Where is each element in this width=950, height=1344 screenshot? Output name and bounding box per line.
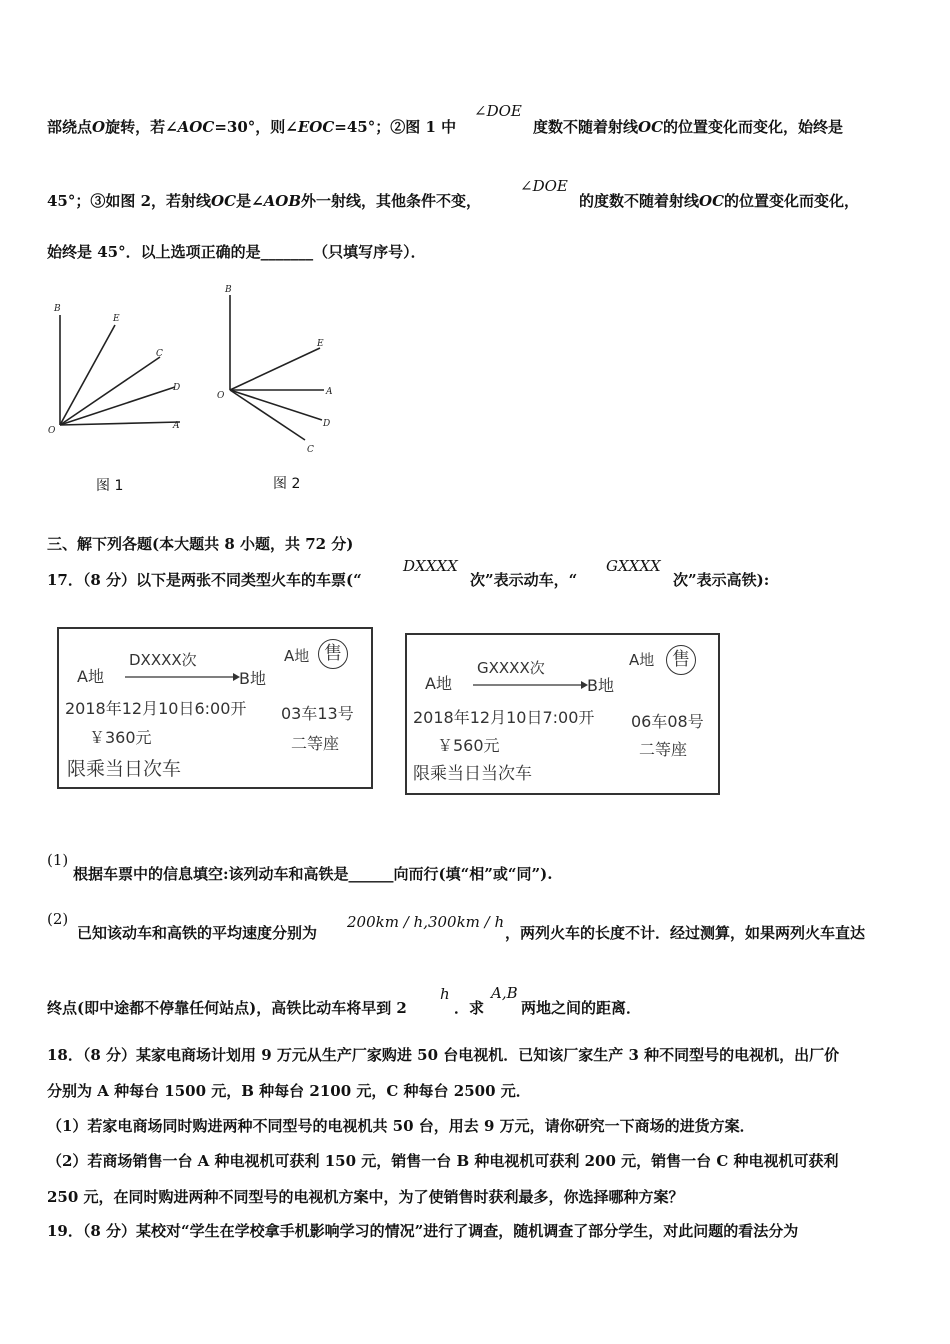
text-line-1: 部绕点O旋转，若∠AOC=30°，则∠EOC=45°；②图 1 中 [47, 118, 457, 136]
label-c: C [307, 445, 314, 455]
figure-1 [40, 295, 210, 440]
q17-2-text-tail: ，两列火车的长度不计．经过测算，如果两列火车直达 [505, 924, 866, 942]
label-d: D [323, 419, 331, 429]
figure-1-caption: 图 1 [96, 478, 124, 494]
ticket-note: 限乘当日当次车 [413, 764, 532, 784]
ticket-arrow [125, 672, 240, 682]
ticket-sell-stamp: 售 [318, 639, 348, 669]
label-d: D [173, 383, 181, 393]
label-b: B [225, 285, 232, 295]
ticket-gaotie [405, 633, 720, 795]
label-c: C [156, 349, 163, 359]
q17-2-number: (2) [47, 910, 69, 928]
ticket-dongche [57, 627, 373, 789]
text-line-1-tail: 度数不随着射线OC的位置变化而变化，始终是 [533, 118, 844, 136]
text-line-2: 45°；③如图 2，若射线OC是∠AOB外一射线，其他条件不变， [47, 192, 482, 210]
q18-part-2-line-1: （2）若商场销售一台 A 种电视机可获利 150 元，销售一台 B 种电视机可获利 200 元，销售一台 C 种电视机可获利 [47, 1152, 839, 1170]
speeds-expression: 200km / h,300km / h [347, 913, 505, 931]
ticket-train: GXXXX次 [477, 659, 545, 677]
label-e: E [317, 339, 324, 349]
dxxxx-expression: DXXXX [403, 557, 458, 575]
label-o: O [48, 426, 56, 436]
ticket-to: B地 [239, 669, 266, 688]
ray-oc [60, 357, 160, 425]
ticket-price: ￥360元 [89, 728, 152, 747]
text-line-3: 始终是 45°．以上选项正确的是_______（只填写序号）． [47, 243, 426, 261]
figure-2-caption: 图 2 [273, 476, 301, 492]
q17-2-line2-mid: ．求 [454, 999, 485, 1017]
q17-intro-mid: 次”表示动车，“ [470, 571, 578, 589]
figure-2 [210, 280, 350, 460]
ticket-seat-class: 二等座 [639, 740, 688, 759]
ticket-train: DXXXX次 [129, 651, 197, 669]
ticket-seat-no: 06车08号 [631, 712, 704, 731]
ab-expression: A,B [491, 984, 518, 1002]
q17-1-text: 根据车票中的信息填空:该列动车和高铁是______向而行(填“相”或“同”). [73, 865, 553, 883]
q18-line-1: 18．（8 分）某家电商场计划用 9 万元从生产厂家购进 50 台电视机．已知该厂家生产 3 种不同型号的电视机，出厂价 [47, 1046, 840, 1064]
label-e: E [113, 314, 120, 324]
doe-expression-1: ∠DOE [474, 102, 522, 120]
ticket-from: A地 [77, 667, 104, 686]
ray-oe [230, 348, 320, 390]
q17-2-text: 已知该动车和高铁的平均速度分别为 [77, 924, 318, 942]
ticket-station: A地 [629, 651, 655, 669]
ticket-from: A地 [425, 674, 452, 693]
ticket-to: B地 [587, 676, 614, 695]
ray-oa [60, 422, 180, 425]
q17-intro-tail: 次”表示高铁): [673, 571, 770, 589]
q17-1-number: (1) [47, 851, 69, 869]
label-a: A [326, 387, 333, 397]
ticket-note: 限乘当日次车 [67, 758, 182, 780]
label-o: O [217, 391, 225, 401]
q17-intro: 17．（8 分）以下是两张不同类型火车的车票(“ [47, 571, 362, 589]
q18-part-1: （1）若家电商场同时购进两种不同型号的电视机共 50 台，用去 9 万元，请你研究一下商场的进货方案． [47, 1117, 755, 1135]
ticket-datetime: 2018年12月10日7:00开 [413, 708, 595, 727]
label-a: A [173, 421, 180, 431]
q17-2-line2: 终点(即中途都不停靠任何站点)，高铁比动车将早到 2 [47, 999, 407, 1017]
gxxxx-expression: GXXXX [606, 557, 661, 575]
ticket-seat-no: 03车13号 [281, 704, 354, 723]
q18-part-2-line-2: 250 元，在同时购进两种不同型号的电视机方案中，为了使销售时获利最多，你选择哪种方案？ [47, 1188, 684, 1206]
ticket-datetime: 2018年12月10日6:00开 [65, 699, 247, 718]
q19-line-1: 19．（8 分）某校对“学生在学校拿手机影响学习的情况”进行了调查，随机调查了部分学生，对此问题的看法分为 [47, 1222, 799, 1240]
text-line-2-tail: 的度数不随着射线OC的位置变化而变化， [579, 192, 860, 210]
h-expression: h [440, 985, 450, 1003]
ticket-station: A地 [284, 647, 310, 665]
q18-line-2: 分别为 A 种每台 1500 元，B 种每台 2100 元，C 种每台 2500 元． [47, 1082, 531, 1100]
q17-2-line2-tail: 两地之间的距离． [521, 999, 642, 1017]
ticket-price: ￥560元 [437, 736, 500, 755]
label-b: B [54, 304, 61, 314]
ticket-seat-class: 二等座 [291, 734, 340, 753]
ticket-sell-stamp: 售 [666, 645, 696, 675]
ray-od [230, 390, 322, 420]
doe-expression-2: ∠DOE [520, 177, 568, 195]
section-3-heading: 三、解下列各题(本大题共 8 小题，共 72 分) [47, 535, 354, 553]
ray-oc [230, 390, 305, 440]
ticket-arrow [473, 680, 588, 690]
